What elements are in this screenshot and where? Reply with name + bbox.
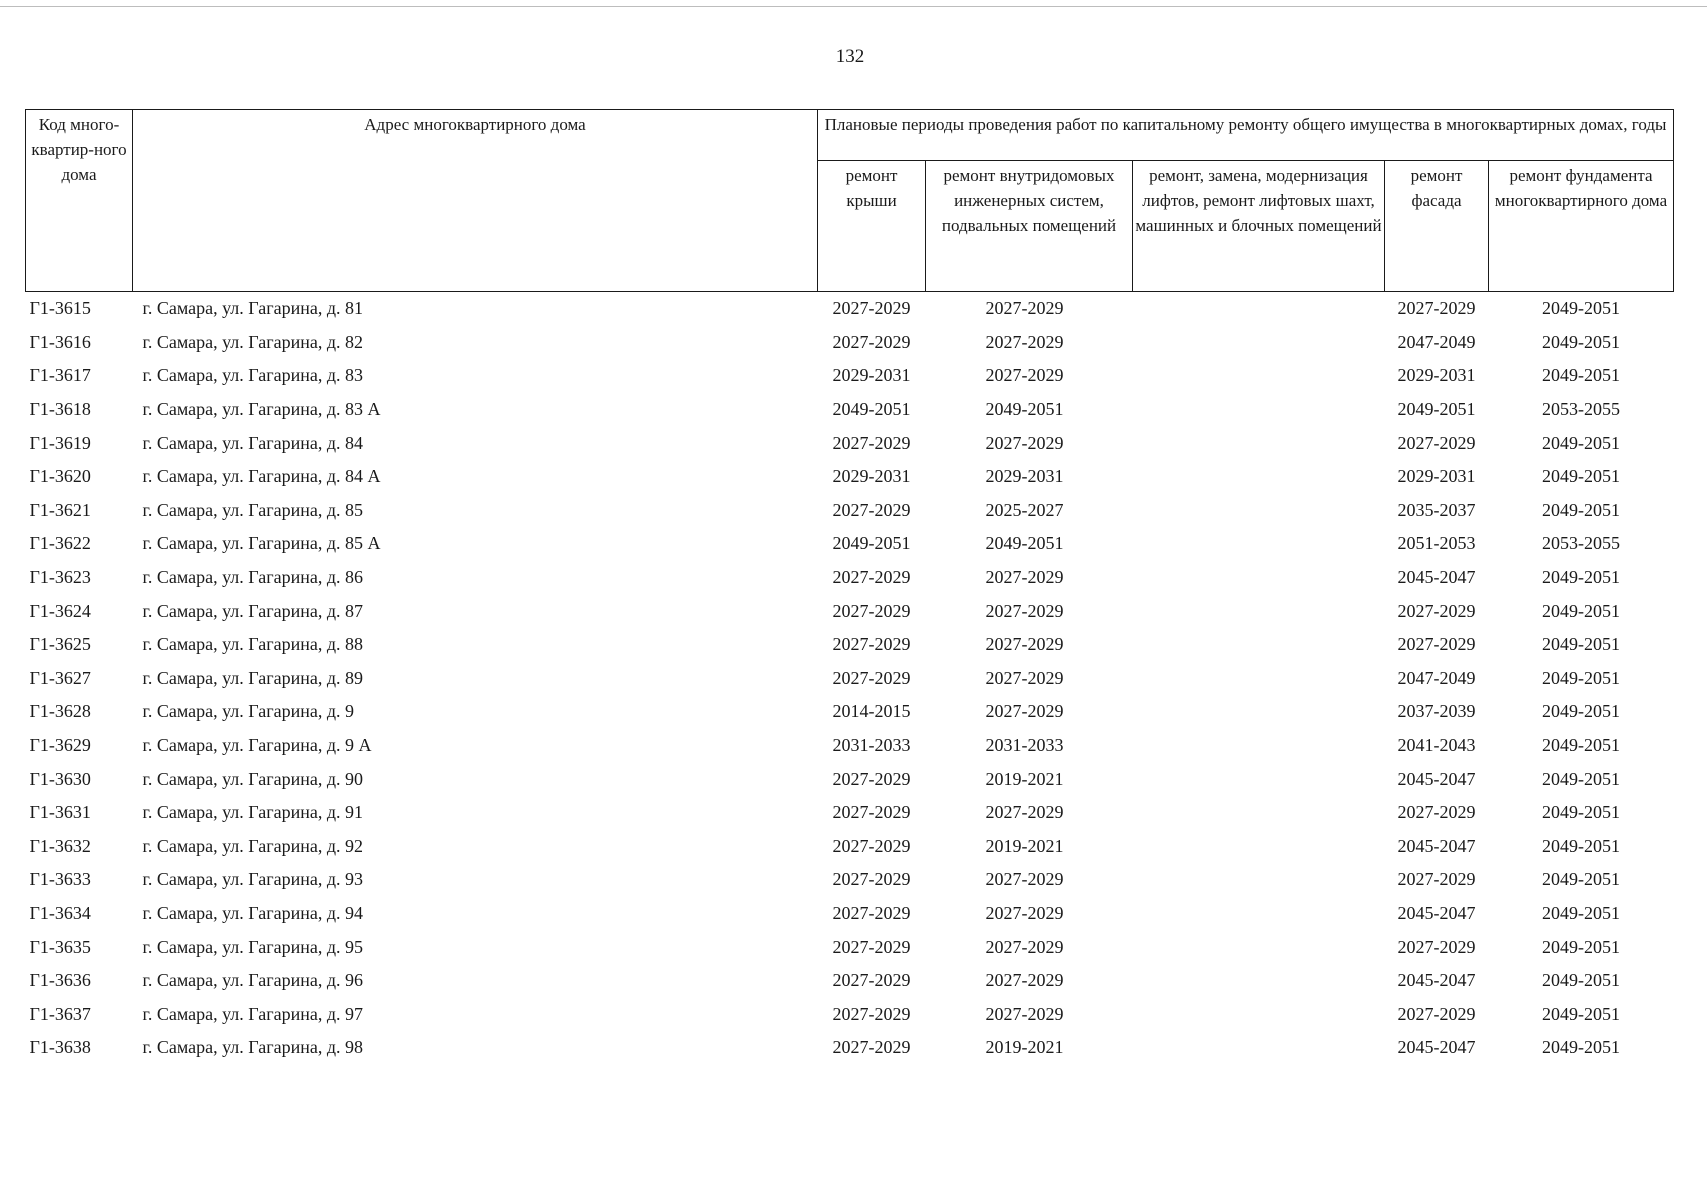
repair-schedule-table [25, 109, 1674, 1065]
table-row [26, 729, 1674, 763]
table-row [26, 930, 1674, 964]
cell-address: г. Самара, ул. Гагарина, д. 84 А [142, 466, 381, 487]
table-row [26, 426, 1674, 460]
cell-roof: 2029-2031 [832, 365, 911, 386]
cell-engineering: 2027-2029 [985, 902, 1064, 923]
cell-engineering: 2027-2029 [985, 802, 1064, 823]
cell-engineering: 2027-2029 [985, 600, 1064, 621]
table-row [26, 662, 1674, 696]
cell-roof: 2027-2029 [832, 331, 911, 352]
cell-address: г. Самара, ул. Гагарина, д. 95 [142, 936, 364, 957]
cell-address: г. Самара, ул. Гагарина, д. 90 [142, 768, 364, 789]
table-row [26, 460, 1674, 494]
cell-lifts [1133, 830, 1385, 864]
cell-engineering: 2019-2021 [985, 1037, 1064, 1058]
cell-roof: 2027-2029 [832, 567, 911, 588]
cell-address: г. Самара, ул. Гагарина, д. 96 [142, 970, 364, 991]
cell-facade: 2049-2051 [1397, 399, 1476, 420]
cell-code: Г1-3634 [29, 902, 91, 923]
cell-lifts [1133, 863, 1385, 897]
table-row [26, 561, 1674, 595]
cell-code: Г1-3621 [29, 499, 91, 520]
table-row [26, 594, 1674, 628]
cell-foundation: 2053-2055 [1542, 399, 1621, 420]
cell-facade: 2027-2029 [1397, 802, 1476, 823]
cell-address: г. Самара, ул. Гагарина, д. 98 [142, 1037, 364, 1058]
cell-roof: 2049-2051 [832, 399, 911, 420]
cell-roof: 2049-2051 [832, 533, 911, 554]
cell-foundation: 2049-2051 [1542, 600, 1621, 621]
cell-lifts [1133, 762, 1385, 796]
cell-roof: 2027-2029 [832, 298, 911, 319]
cell-address: г. Самара, ул. Гагарина, д. 97 [142, 1003, 364, 1024]
cell-code: Г1-3632 [29, 835, 91, 856]
cell-address: г. Самара, ул. Гагарина, д. 86 [142, 567, 364, 588]
cell-lifts [1133, 662, 1385, 696]
cell-engineering: 2027-2029 [985, 634, 1064, 655]
cell-lifts [1133, 628, 1385, 662]
cell-code: Г1-3619 [29, 432, 91, 453]
cell-lifts [1133, 460, 1385, 494]
cell-code: Г1-3627 [29, 667, 91, 688]
cell-foundation: 2049-2051 [1542, 936, 1621, 957]
cell-roof: 2027-2029 [832, 667, 911, 688]
cell-lifts [1133, 527, 1385, 561]
cell-code: Г1-3616 [29, 331, 91, 352]
cell-engineering: 2049-2051 [985, 399, 1064, 420]
cell-foundation: 2049-2051 [1542, 970, 1621, 991]
cell-facade: 2045-2047 [1397, 1037, 1476, 1058]
cell-foundation: 2049-2051 [1542, 567, 1621, 588]
cell-roof: 2027-2029 [832, 600, 911, 621]
cell-code: Г1-3633 [29, 869, 91, 890]
table-body [26, 292, 1674, 1065]
cell-lifts [1133, 359, 1385, 393]
cell-facade: 2027-2029 [1397, 298, 1476, 319]
cell-facade: 2027-2029 [1397, 936, 1476, 957]
cell-foundation: 2049-2051 [1542, 432, 1621, 453]
cell-foundation: 2049-2051 [1542, 768, 1621, 789]
cell-foundation: 2049-2051 [1542, 634, 1621, 655]
cell-facade: 2029-2031 [1397, 466, 1476, 487]
cell-roof: 2031-2033 [832, 735, 911, 756]
header-foundation: ремонт фундамента многоквартирного дома [1489, 161, 1674, 292]
table-row [26, 326, 1674, 360]
cell-code: Г1-3625 [29, 634, 91, 655]
cell-foundation: 2049-2051 [1542, 499, 1621, 520]
table-row [26, 830, 1674, 864]
cell-code: Г1-3629 [29, 735, 91, 756]
cell-address: г. Самара, ул. Гагарина, д. 93 [142, 869, 364, 890]
cell-facade: 2047-2049 [1397, 667, 1476, 688]
cell-code: Г1-3618 [29, 399, 91, 420]
cell-engineering: 2027-2029 [985, 869, 1064, 890]
cell-foundation: 2049-2051 [1542, 365, 1621, 386]
header-engineering: ремонт внутридомовых инженерных систем, подвальных помещений [926, 161, 1133, 292]
cell-address: г. Самара, ул. Гагарина, д. 9 [142, 701, 355, 722]
cell-roof: 2027-2029 [832, 902, 911, 923]
scan-edge-line [0, 6, 1707, 7]
cell-lifts [1133, 964, 1385, 998]
table-row [26, 796, 1674, 830]
cell-lifts [1133, 494, 1385, 528]
cell-roof: 2027-2029 [832, 869, 911, 890]
cell-code: Г1-3628 [29, 701, 91, 722]
cell-code: Г1-3615 [29, 298, 91, 319]
cell-engineering: 2027-2029 [985, 432, 1064, 453]
cell-lifts [1133, 930, 1385, 964]
cell-engineering: 2025-2027 [985, 499, 1064, 520]
cell-facade: 2037-2039 [1397, 701, 1476, 722]
cell-engineering: 2027-2029 [985, 667, 1064, 688]
cell-facade: 2045-2047 [1397, 970, 1476, 991]
table-row [26, 494, 1674, 528]
cell-foundation: 2049-2051 [1542, 902, 1621, 923]
cell-engineering: 2027-2029 [985, 701, 1064, 722]
cell-roof: 2014-2015 [832, 701, 911, 722]
cell-code: Г1-3624 [29, 600, 91, 621]
cell-foundation: 2049-2051 [1542, 835, 1621, 856]
cell-foundation: 2049-2051 [1542, 1037, 1621, 1058]
cell-address: г. Самара, ул. Гагарина, д. 91 [142, 802, 364, 823]
cell-code: Г1-3631 [29, 802, 91, 823]
cell-lifts [1133, 796, 1385, 830]
cell-address: г. Самара, ул. Гагарина, д. 87 [142, 600, 364, 621]
cell-roof: 2027-2029 [832, 1037, 911, 1058]
cell-lifts [1133, 594, 1385, 628]
cell-address: г. Самара, ул. Гагарина, д. 85 А [142, 533, 381, 554]
cell-roof: 2027-2029 [832, 802, 911, 823]
table-row [26, 292, 1674, 326]
table-row [26, 359, 1674, 393]
cell-engineering: 2029-2031 [985, 466, 1064, 487]
cell-foundation: 2049-2051 [1542, 667, 1621, 688]
cell-foundation: 2049-2051 [1542, 466, 1621, 487]
cell-facade: 2045-2047 [1397, 768, 1476, 789]
cell-roof: 2027-2029 [832, 970, 911, 991]
cell-address: г. Самара, ул. Гагарина, д. 82 [142, 331, 364, 352]
cell-facade: 2041-2043 [1397, 735, 1476, 756]
cell-foundation: 2049-2051 [1542, 331, 1621, 352]
cell-lifts [1133, 326, 1385, 360]
table-header [26, 110, 1674, 292]
table-row [26, 1031, 1674, 1065]
cell-code: Г1-3635 [29, 936, 91, 957]
cell-foundation: 2049-2051 [1542, 869, 1621, 890]
cell-lifts [1133, 1031, 1385, 1065]
cell-foundation: 2049-2051 [1542, 735, 1621, 756]
cell-engineering: 2027-2029 [985, 970, 1064, 991]
cell-address: г. Самара, ул. Гагарина, д. 83 А [142, 399, 381, 420]
cell-foundation: 2053-2055 [1542, 533, 1621, 554]
document-sheet [25, 109, 1673, 1065]
cell-address: г. Самара, ул. Гагарина, д. 83 [142, 365, 364, 386]
cell-facade: 2045-2047 [1397, 567, 1476, 588]
cell-roof: 2027-2029 [832, 835, 911, 856]
cell-code: Г1-3617 [29, 365, 91, 386]
cell-facade: 2027-2029 [1397, 1003, 1476, 1024]
cell-facade: 2027-2029 [1397, 634, 1476, 655]
cell-foundation: 2049-2051 [1542, 802, 1621, 823]
cell-roof: 2027-2029 [832, 936, 911, 957]
cell-engineering: 2049-2051 [985, 533, 1064, 554]
cell-roof: 2027-2029 [832, 768, 911, 789]
header-code: Код много-квартир-ного дома [26, 110, 133, 292]
cell-engineering: 2027-2029 [985, 365, 1064, 386]
cell-facade: 2027-2029 [1397, 600, 1476, 621]
cell-address: г. Самара, ул. Гагарина, д. 85 [142, 499, 364, 520]
cell-roof: 2027-2029 [832, 634, 911, 655]
cell-address: г. Самара, ул. Гагарина, д. 89 [142, 667, 364, 688]
header-facade: ремонт фасада [1385, 161, 1489, 292]
header-planned-periods: Плановые периоды проведения работ по капитальному ремонту общего имущества в многоквартирных домах, годы [818, 110, 1674, 161]
cell-code: Г1-3630 [29, 768, 91, 789]
cell-roof: 2029-2031 [832, 466, 911, 487]
cell-facade: 2045-2047 [1397, 902, 1476, 923]
cell-roof: 2027-2029 [832, 499, 911, 520]
table-row [26, 997, 1674, 1031]
cell-lifts [1133, 561, 1385, 595]
cell-facade: 2027-2029 [1397, 432, 1476, 453]
cell-facade: 2047-2049 [1397, 331, 1476, 352]
cell-lifts [1133, 729, 1385, 763]
header-lifts: ремонт, замена, модернизация лифтов, ремонт лифтовых шахт, машинных и блочных помещений [1133, 161, 1385, 292]
cell-lifts [1133, 393, 1385, 427]
header-roof: ремонт крыши [818, 161, 926, 292]
cell-facade: 2029-2031 [1397, 365, 1476, 386]
cell-code: Г1-3636 [29, 970, 91, 991]
cell-foundation: 2049-2051 [1542, 298, 1621, 319]
cell-address: г. Самара, ул. Гагарина, д. 84 [142, 432, 364, 453]
cell-address: г. Самара, ул. Гагарина, д. 81 [142, 298, 364, 319]
cell-engineering: 2027-2029 [985, 567, 1064, 588]
cell-lifts [1133, 426, 1385, 460]
cell-code: Г1-3622 [29, 533, 91, 554]
header-address: Адрес многоквартирного дома [133, 110, 818, 292]
cell-facade: 2027-2029 [1397, 869, 1476, 890]
cell-engineering: 2027-2029 [985, 1003, 1064, 1024]
cell-roof: 2027-2029 [832, 1003, 911, 1024]
table-row [26, 863, 1674, 897]
cell-address: г. Самара, ул. Гагарина, д. 92 [142, 835, 364, 856]
cell-code: Г1-3638 [29, 1037, 91, 1058]
table-row [26, 393, 1674, 427]
cell-code: Г1-3637 [29, 1003, 91, 1024]
cell-lifts [1133, 897, 1385, 931]
cell-engineering: 2019-2021 [985, 768, 1064, 789]
cell-lifts [1133, 292, 1385, 326]
cell-address: г. Самара, ул. Гагарина, д. 9 А [142, 735, 372, 756]
cell-code: Г1-3623 [29, 567, 91, 588]
cell-facade: 2045-2047 [1397, 835, 1476, 856]
cell-foundation: 2049-2051 [1542, 701, 1621, 722]
cell-engineering: 2027-2029 [985, 331, 1064, 352]
table-row [26, 964, 1674, 998]
cell-roof: 2027-2029 [832, 432, 911, 453]
table-row [26, 527, 1674, 561]
cell-engineering: 2019-2021 [985, 835, 1064, 856]
cell-facade: 2051-2053 [1397, 533, 1476, 554]
cell-code: Г1-3620 [29, 466, 91, 487]
cell-engineering: 2027-2029 [985, 936, 1064, 957]
table-row [26, 695, 1674, 729]
cell-lifts [1133, 695, 1385, 729]
table-row [26, 897, 1674, 931]
cell-lifts [1133, 997, 1385, 1031]
cell-foundation: 2049-2051 [1542, 1003, 1621, 1024]
cell-engineering: 2031-2033 [985, 735, 1064, 756]
page-number: 132 [835, 46, 865, 67]
cell-facade: 2035-2037 [1397, 499, 1476, 520]
cell-address: г. Самара, ул. Гагарина, д. 88 [142, 634, 364, 655]
table-row [26, 628, 1674, 662]
cell-address: г. Самара, ул. Гагарина, д. 94 [142, 902, 364, 923]
table-row [26, 762, 1674, 796]
cell-engineering: 2027-2029 [985, 298, 1064, 319]
